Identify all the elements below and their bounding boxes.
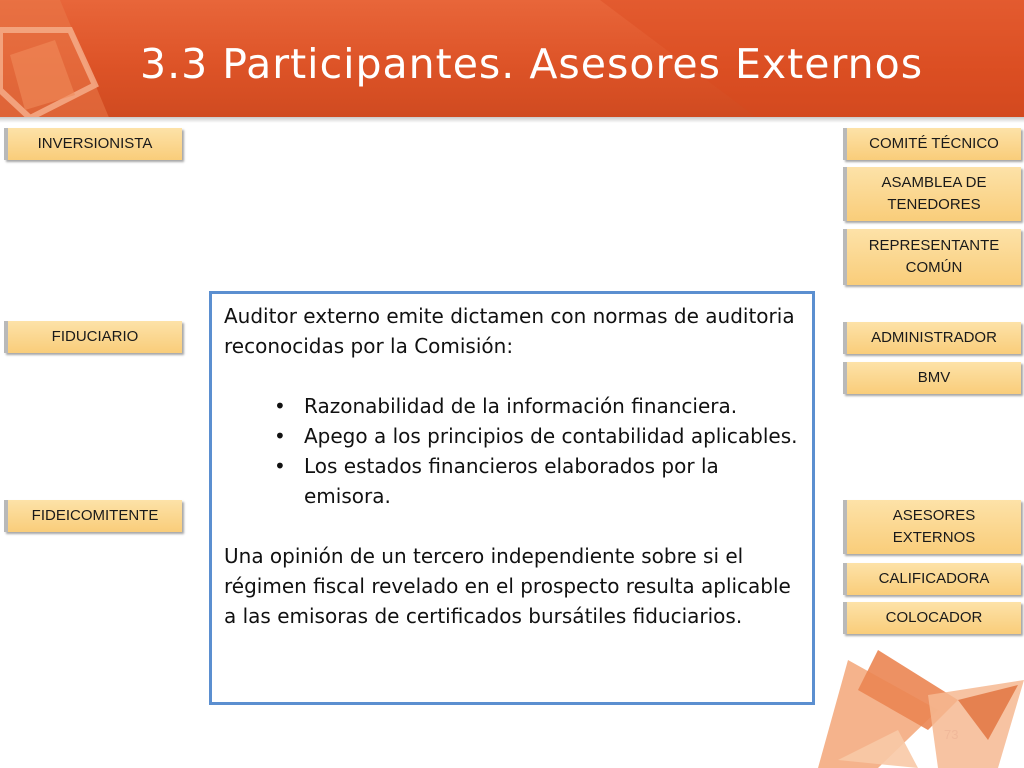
tag-asamblea-label-line1: ASAMBLEA DE — [881, 174, 987, 191]
tag-asamblea-label-line2: TENEDORES — [887, 196, 981, 213]
tag-colocador-label: COLOCADOR — [885, 609, 983, 626]
tag-bmv — [843, 362, 1021, 394]
content-closing: Una opinión de un tercero independiente sobre si el régimen fiscal revelado en el prospecto resulta aplicable a las emisoras de certificados bursátiles fiduciarios. — [224, 544, 791, 628]
content-box — [209, 291, 815, 705]
content-bullet-list — [224, 391, 800, 511]
tag-fideicomitente — [4, 500, 182, 532]
slide-title: 3.3 Participantes. Asesores Externos — [140, 40, 924, 88]
tag-inversionista-label: INVERSIONISTA — [37, 135, 153, 152]
content-bullet: • Apego a los principios de contabilidad aplicables. — [304, 421, 800, 451]
tag-bmv-label: BMV — [917, 369, 951, 386]
page-number: 73 — [944, 727, 959, 742]
tag-asamblea-de-tenedores — [843, 167, 1021, 221]
tag-fiduciario-label: FIDUCIARIO — [51, 328, 139, 345]
tag-representante-comun — [843, 229, 1021, 285]
tag-representante-label-line2: COMÚN — [905, 259, 963, 276]
tag-comite-tecnico-label: COMITÉ TÉCNICO — [869, 135, 999, 152]
tag-calificadora — [843, 563, 1021, 595]
tag-administrador-label: ADMINISTRADOR — [871, 329, 997, 346]
tag-administrador — [843, 322, 1021, 354]
tag-colocador — [843, 602, 1021, 634]
tag-asesores-label-line2: EXTERNOS — [892, 529, 976, 546]
content-intro: Auditor externo emite dictamen con normas de auditoria reconocidas por la Comisión: — [224, 304, 795, 358]
tag-comite-tecnico — [843, 128, 1021, 160]
origami-decoration — [818, 640, 1024, 768]
slide-header — [0, 0, 1024, 120]
tag-inversionista — [4, 128, 182, 160]
tag-representante-label-line1: REPRESENTANTE — [868, 237, 1000, 254]
tag-fideicomitente-label: FIDEICOMITENTE — [31, 507, 159, 524]
tag-fiduciario — [4, 321, 182, 353]
header-divider — [0, 117, 1024, 123]
tag-asesores-externos — [843, 500, 1021, 554]
tag-calificadora-label: CALIFICADORA — [878, 570, 990, 587]
tag-asesores-label-line1: ASESORES — [892, 507, 976, 524]
content-bullet: • Razonabilidad de la información financiera. — [304, 391, 800, 421]
content-bullet: • Los estados financieros elaborados por la emisora. — [304, 451, 800, 511]
